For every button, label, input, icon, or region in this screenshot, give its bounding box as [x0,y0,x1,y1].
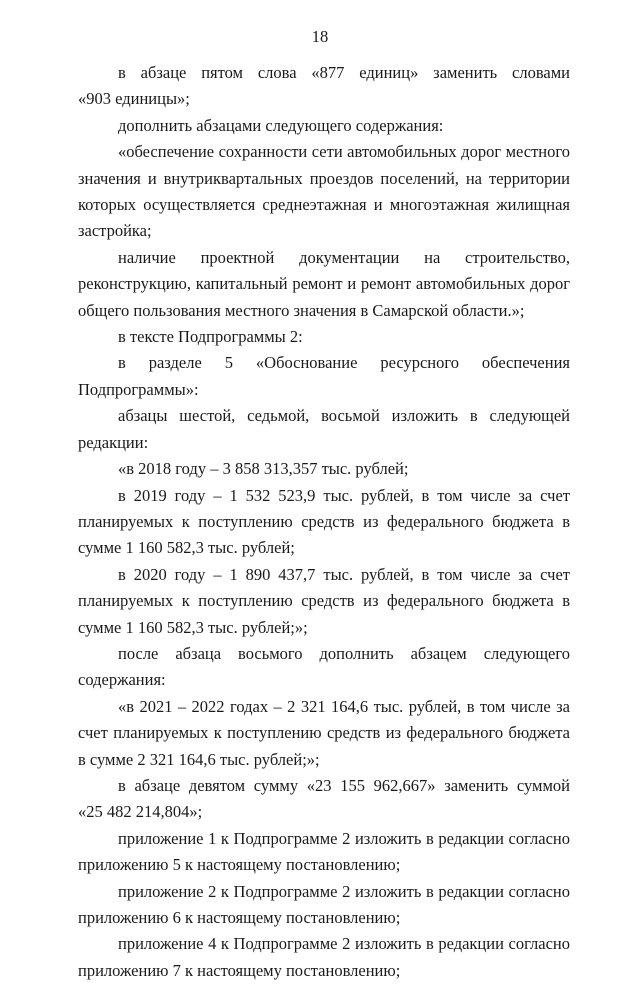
paragraph: в 2020 году – 1 890 437,7 тыс. рублей, в том числе за счет планируемых к поступлению средств из федерального бюджета в сумме 1 160 582,3 тыс. рублей;»; [78,564,570,637]
paragraph: в разделе 5 «Обоснование ресурсного обеспечения Подпрограммы»: [78,353,570,399]
paragraph-line: в абзаце девятом сумму «23 155 962,667» заменить суммой [118,775,570,795]
paragraph: в 2019 году – 1 532 523,9 тыс. рублей, в том числе за счет планируемых к поступлению средств из федерального бюджета в сумме 1 160 582,3 тыс. рублей; [78,485,570,558]
paragraph: приложение 2 к Подпрограмме 2 изложить в редакции согласно приложению 6 к настоящему постановлению; [78,881,570,927]
paragraph [78,773,570,826]
paragraph-line: «903 единицы»; [78,89,190,109]
paragraph: абзацы шестой, седьмой, восьмой изложить в следующей редакции: [78,406,570,452]
paragraph: после абзаца восьмого дополнить абзацем следующего содержания: [78,643,570,690]
paragraph: приложение 1 к Подпрограмме 2 изложить в редакции согласно приложению 5 к настоящему постановлению; [78,828,570,875]
page-number: 18 [311,27,329,46]
paragraph: «обеспечение сохранности сети автомобильных дорог местного значения и внутриквартальных проездов поселений, на территории которых осуществляется среднеэтажная и многоэтажная жилищная застройка; [78,142,570,241]
paragraph: приложение 4 к Подпрограмме 2 изложить в редакции согласно приложению 7 к настоящему постановлению; [78,934,570,980]
paragraph: «в 2021 – 2022 годах – 2 321 164,6 тыс. рублей, в том числе за счет планируемых к поступлению средств из федерального бюджета в сумме 2 321 164,6 тыс. рублей;»; [78,696,570,769]
paragraph: «в 2018 году – 3 858 313,357 тыс. рублей; [118,459,409,479]
paragraph-line: «25 482 214,804»; [78,802,203,822]
paragraph: в тексте Подпрограммы 2: [118,327,303,347]
paragraph [78,60,570,113]
paragraph: дополнить абзацами следующего содержания: [118,115,444,135]
paragraph-line: в абзаце пятом слова «877 единиц» заменить словами [118,63,570,82]
paragraph: наличие проектной документации на строительство, реконструкцию, капитальный ремонт и ремонт автомобильных дорог общего пользования местного значения в Самарской области.»; [78,247,570,320]
document-body [78,60,570,984]
